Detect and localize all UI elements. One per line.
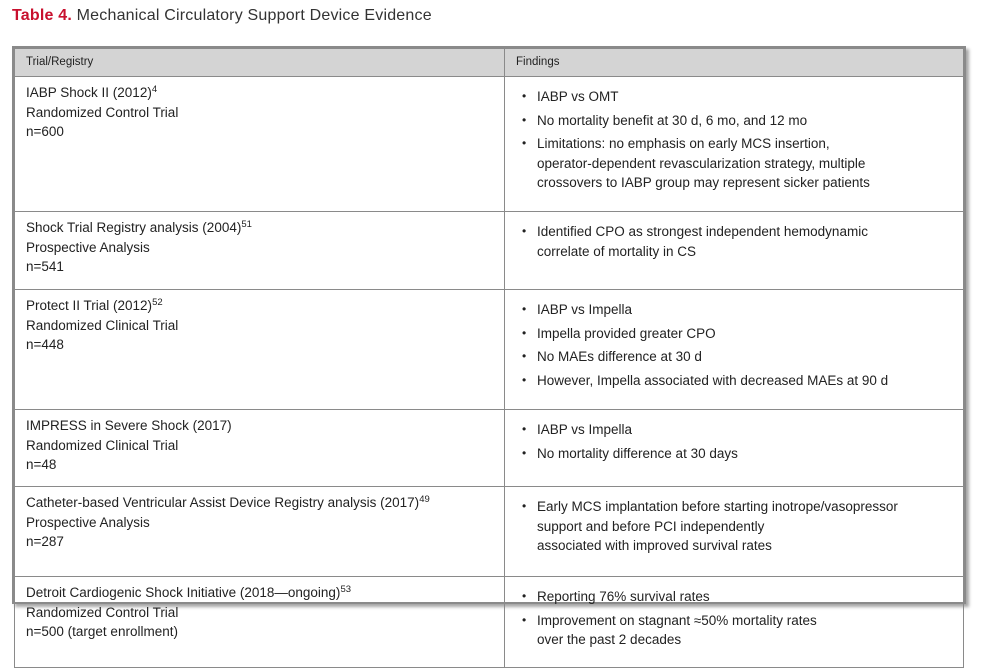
trial-sample-size: n=600 xyxy=(26,124,64,139)
finding-item: • No MAEs difference at 30 d xyxy=(522,347,955,367)
trial-cell xyxy=(15,290,505,410)
trial-name-line xyxy=(26,296,496,316)
findings-cell xyxy=(505,577,964,668)
finding-item: • Improvement on stagnant ≈50% mortality rates over the past 2 decades xyxy=(522,611,955,650)
reference-number: 52 xyxy=(152,297,163,308)
trial-design: Randomized Control Trial xyxy=(26,604,179,620)
trial-sample-size: n=287 xyxy=(26,534,64,549)
trial-name: Protect II Trial (2012) xyxy=(26,298,153,313)
table-title: Mechanical Circulatory Support Device Evidence xyxy=(76,7,432,24)
trial-cell xyxy=(15,212,505,290)
trial-name-line xyxy=(26,583,496,603)
finding-item: • Identified CPO as strongest independent hemodynamic correlate of mortality in CS xyxy=(522,222,955,261)
table-caption xyxy=(12,7,432,25)
trial-name-line xyxy=(26,218,496,238)
header-findings: Findings xyxy=(505,49,964,77)
trial-design: Randomized Clinical Trial xyxy=(26,317,179,333)
trial-name: Detroit Cardiogenic Shock Initiative (2018—ongoing) xyxy=(26,585,341,600)
findings-list xyxy=(522,87,955,193)
finding-item: • No mortality difference at 30 days xyxy=(522,444,955,464)
findings-list xyxy=(522,497,955,556)
trial-name: IABP Shock II (2012) xyxy=(26,85,152,100)
finding-item: • Impella provided greater CPO xyxy=(522,324,955,344)
trial-sample-size: n=541 xyxy=(26,259,64,274)
trial-sample-size: n=500 (target enrollment) xyxy=(26,624,178,639)
trial-name-line xyxy=(26,83,496,103)
findings-cell xyxy=(505,77,964,212)
finding-item: • No mortality benefit at 30 d, 6 mo, and 12 mo xyxy=(522,111,955,131)
table-row xyxy=(15,77,964,212)
trial-design: Prospective Analysis xyxy=(26,514,150,530)
trial-design: Randomized Clinical Trial xyxy=(26,437,179,453)
finding-item: • IABP vs Impella xyxy=(522,420,955,440)
findings-cell xyxy=(505,487,964,577)
findings-cell xyxy=(505,212,964,290)
trial-sample-size: n=48 xyxy=(26,457,57,472)
finding-item: • Limitations: no emphasis on early MCS insertion, operator-dependent revascularization strategy, multiple crossovers to IABP group may represent sicker patients xyxy=(522,134,955,193)
trial-cell xyxy=(15,77,505,212)
trial-cell xyxy=(15,487,505,577)
table-row xyxy=(15,487,964,577)
findings-list xyxy=(522,587,955,650)
trial-name-line xyxy=(26,493,496,513)
header-trial: Trial/Registry xyxy=(15,49,505,77)
trial-name: IMPRESS in Severe Shock (2017) xyxy=(26,418,232,433)
reference-number: 4 xyxy=(151,84,158,95)
table-row xyxy=(15,577,964,668)
finding-item: • Reporting 76% survival rates xyxy=(522,587,955,607)
findings-list xyxy=(522,222,955,261)
findings-list xyxy=(522,420,955,463)
trial-design: Randomized Control Trial xyxy=(26,104,179,120)
findings-cell xyxy=(505,290,964,410)
trial-name: Shock Trial Registry analysis (2004) xyxy=(26,220,242,235)
trial-cell xyxy=(15,410,505,487)
reference-number: 51 xyxy=(241,219,252,230)
table-row xyxy=(15,410,964,487)
trial-cell xyxy=(15,577,505,668)
evidence-table xyxy=(12,46,966,647)
trial-sample-size: n=448 xyxy=(26,337,64,352)
finding-item: • Early MCS implantation before starting inotrope/vasopressor support and before PCI independently associated with improved survival rates xyxy=(522,497,955,556)
table-label: Table 4. xyxy=(12,7,72,24)
finding-item: • IABP vs Impella xyxy=(522,300,955,320)
finding-item: • IABP vs OMT xyxy=(522,87,955,107)
trial-name: Catheter-based Ventricular Assist Device Registry analysis (2017) xyxy=(26,495,420,510)
trial-name-line xyxy=(26,416,496,436)
findings-list xyxy=(522,300,955,390)
header-row xyxy=(15,49,964,77)
finding-item: • However, Impella associated with decreased MAEs at 90 d xyxy=(522,371,955,391)
reference-number: 49 xyxy=(419,494,430,505)
trial-design: Prospective Analysis xyxy=(26,239,150,255)
table-row xyxy=(15,212,964,290)
reference-number: 53 xyxy=(340,584,352,595)
table-row xyxy=(15,290,964,410)
findings-cell xyxy=(505,410,964,487)
